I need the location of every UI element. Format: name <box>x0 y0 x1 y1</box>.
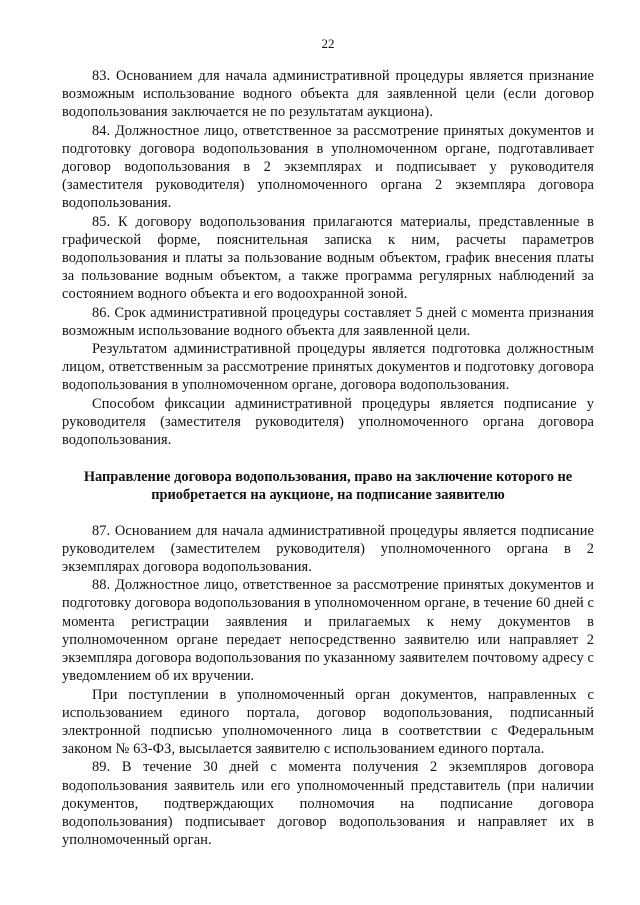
paragraph-87: 87. Основанием для начала административной процедуры является подписание руководителем (заместителем руководителя) уполномоченного органа в 2 экземплярах договора водопользования. <box>62 522 594 576</box>
page-number: 22 <box>321 36 335 51</box>
paragraph-86: 86. Срок административной процедуры составляет 5 дней с момента признания возможным использование водного объекта для заявленной цели. <box>62 304 594 339</box>
paragraph-86-result: Результатом административной процедуры является подготовка должностным лицом, ответственным за рассмотрение принятых документов и подготовку договора водопользования в уполномоченном органе, договора водопользования. <box>62 341 594 394</box>
section-heading: Направление договора водопользования, право на заключение которого не приобретается на аукционе, на подписание заявителю <box>83 469 573 504</box>
paragraph-83: 83. Основанием для начала административной процедуры является признание возможным использование водного объекта для заявленной цели (если договор водопользования заключается не по результатам аукциона). <box>62 68 594 121</box>
paragraph-84: 84. Должностное лицо, ответственное за рассмотрение принятых документов и подготовку договора водопользования в уполномоченном органе, подготавливает договор водопользования в 2 экземплярах и подписывает у руководителя (заместителя руководителя) уполномоченного органа 2 экземпляра договора водопользования. <box>62 122 594 212</box>
paragraph-88-portal: При поступлении в уполномоченный орган документов, направленных с использованием единого портала, договор водопользования, подписанный электронной подписью уполномоченного лица в соответствии с Федеральным законом № 63-ФЗ, высылается заявителю с использованием единого портала. <box>62 686 594 758</box>
paragraph-85: 85. К договору водопользования прилагаются материалы, представленные в графической форме, пояснительная записка к ним, расчеты параметров водопользования и платы за пользование водным объектом, график внесения платы за пользование водным объектом, а также программа регулярных наблюдений за состоянием водного объекта и его водоохранной зоной. <box>62 213 594 303</box>
paragraph-86-fixation: Способом фиксации административной процедуры является подписание у руководителя (заместителя руководителя) уполномоченного органа договора водопользования. <box>62 395 594 449</box>
paragraph-89: 89. В течение 30 дней с момента получения 2 экземпляров договора водопользования заявитель или его уполномоченный представитель (при наличии документов, подтверждающих полномочия на подписание договора водопользования) подписывает договор водопользования и направляет их в уполномоченный орган. <box>62 759 594 849</box>
paragraph-88: 88. Должностное лицо, ответственное за рассмотрение принятых документов и подготовку договора водопользования в уполномоченном органе, в течение 60 дней с момента регистрации заявления и прилагаемых к нему документов в уполномоченном органе передает непосредственно заявителю или направляет 2 экземпляра договора водопользования по указанному заявителем почтовому адресу с уведомлением об их вручении. <box>62 577 594 685</box>
